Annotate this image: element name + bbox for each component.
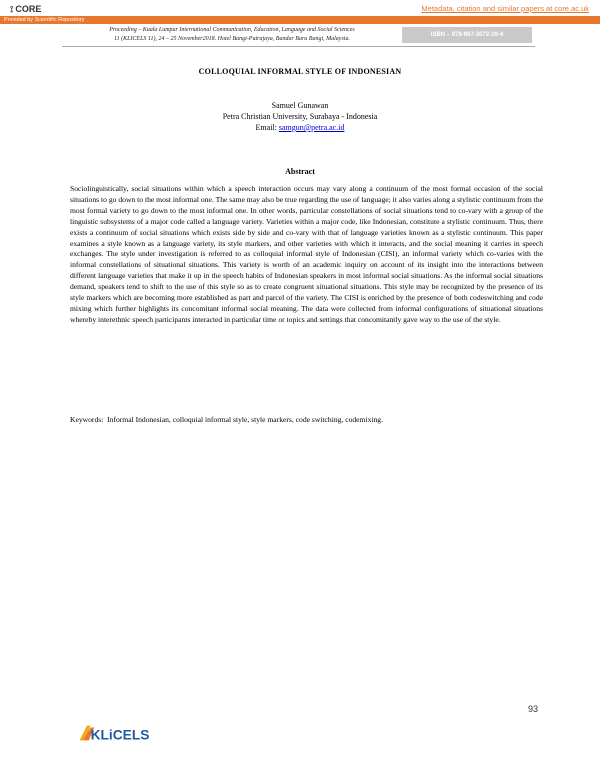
svg-text:KLiCELS: KLiCELS	[90, 727, 150, 743]
abstract-heading: Abstract	[285, 167, 315, 176]
author-block	[0, 100, 600, 133]
provided-by-text: Provided by Scientific Repository	[4, 17, 85, 23]
proceedings-line-1: Proceeding – Kuala Lumpur International Communication, Education, Language and Social Sciences	[109, 27, 355, 33]
core-logo[interactable]	[10, 3, 41, 15]
klicels-logo	[74, 722, 164, 744]
keywords-line	[70, 415, 543, 426]
keywords-text: Informal Indonesian, colloquial informal style, style markers, code switching, codemixing.	[107, 415, 383, 424]
abstract-body: Sociolinguistically, social situations within which a speech interaction occurs may vary along a continuum of the most formal occasion of the social situations to go down to the most informal one. The same may also be true regarding the use of language; it also varies along a stylistic continuum from the most formal variety to go down to the most informal one. In other words, particular constellations of social situations tend to co-vary with a group of the linguistic subsystems of a major code called a language variety. Varieties within a major code, like Indonesian, constitute a stylistic continuum. Thus, there exists a continuum of social situations which exists side by side and co-vary with that of language varieties known as a stylistic continuum. This paper examines a style known as a language variety, its style markers, and other varieties with which it interacts, and the social meaning it carries in speech exchanges. The style under investigation is referred to as colloquial informal style of Indonesian (CISI), an informal variety which co-varies with the informal constellations of situational situations. This variety is worth of an academic inquiry on account of its insight into the interactions between different language varieties that make it up in the speech habits of Indonesian speakers in most informal social situations. As the informal social situations demand, speakers tend to shift to the use of this style so as to create congruent situational situations. This style may be recognized by the presence of its style markers which are becoming more established as part and parcel of the variety. The CISI is enriched by the presence of both codeswitching and code mixing which further highlights its concomitant informal social meaning. The data were collected from informal configurations of situational situations whereby interethnic speech participants interacted in particular time or topics and settings that concomitantly gave way to the use of the style.	[70, 184, 543, 324]
core-top-bar	[0, 0, 600, 16]
header-divider	[62, 46, 535, 47]
isbn-text: ISBN – 978-967-2072-29-4	[430, 32, 504, 38]
core-logo-icon: ⟟	[10, 3, 14, 14]
proceedings-header	[62, 26, 402, 44]
isbn-badge	[402, 27, 532, 43]
core-logo-text: CORE	[15, 4, 42, 14]
proceedings-line-2: 11 (KLICELS 11), 24 – 25 November2018. Hotel Bangi-Putrajaya, Bandar Baru Bangi, Malaysia.	[114, 36, 350, 42]
provided-by-bar	[0, 16, 600, 24]
author-name: Samuel Gunawan	[271, 101, 329, 110]
author-affiliation: Petra Christian University, Surabaya - Indonesia	[222, 112, 378, 121]
paper-title: COLLOQUIAL INFORMAL STYLE OF INDONESIAN	[198, 67, 402, 76]
author-email-line	[0, 122, 600, 133]
core-metadata-link[interactable]: Metadata, citation and similar papers at core.ac.uk	[421, 4, 589, 13]
email-label: Email:	[255, 123, 277, 132]
keywords-label: Keywords:	[70, 415, 104, 424]
email-link[interactable]: samgun@petra.ac.id	[278, 123, 345, 132]
page-number: 93	[528, 704, 539, 714]
